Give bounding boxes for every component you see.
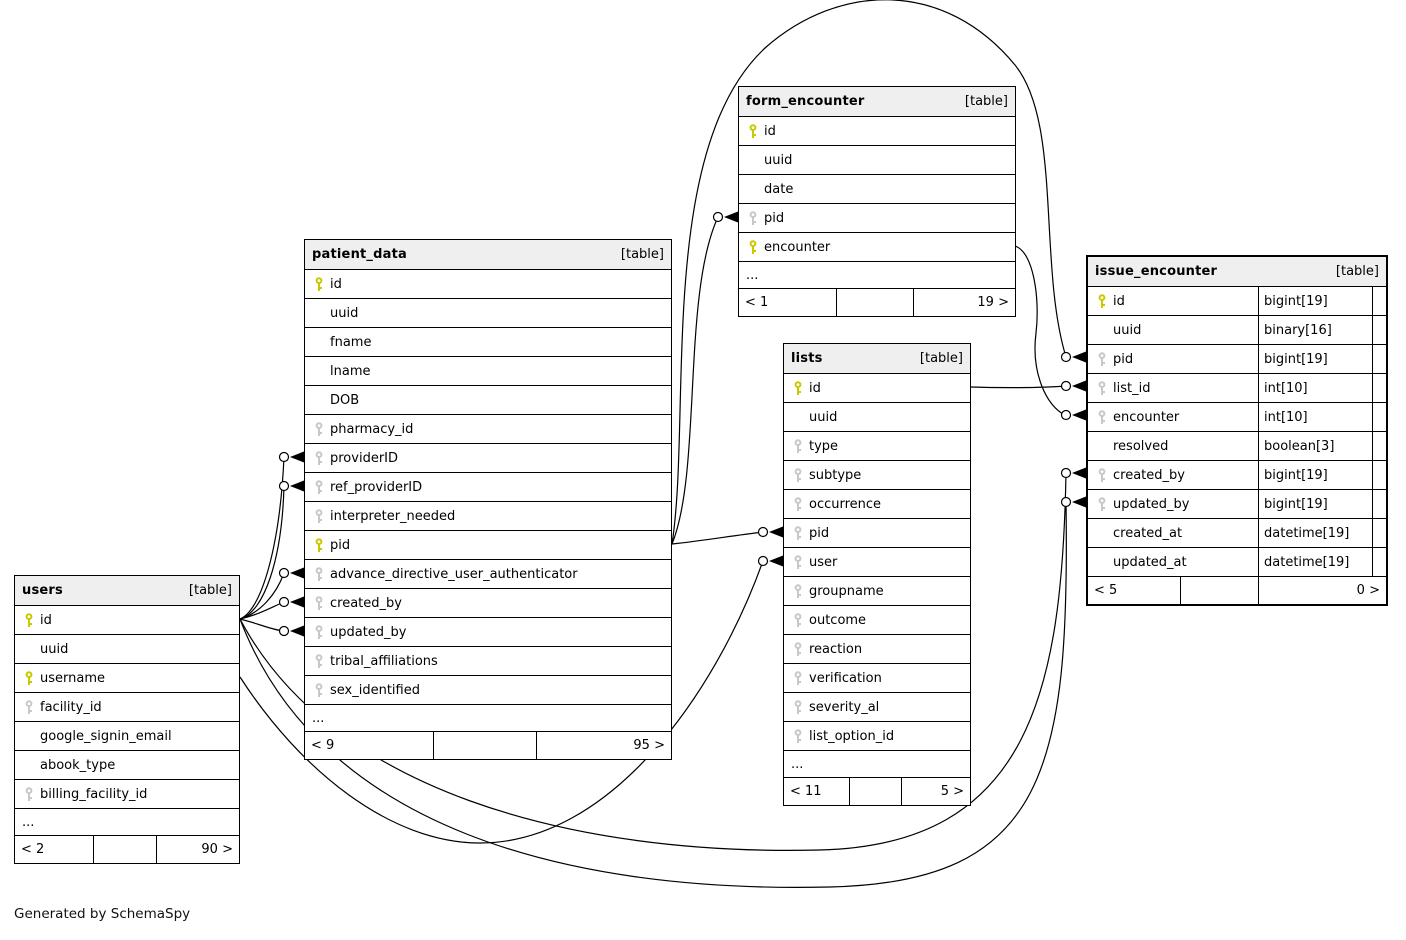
column-row	[305, 502, 671, 531]
column-row	[784, 461, 970, 490]
edge-arrowhead	[290, 481, 304, 492]
foreign-key-icon	[789, 584, 807, 599]
column-name: pharmacy_id	[330, 421, 414, 437]
table-form_encounter	[738, 86, 1016, 317]
foreign-key-icon	[20, 787, 38, 802]
more-columns-ellipsis: ...	[15, 809, 239, 836]
fk-edge-users.id-to-patient_data.providerID	[240, 457, 284, 619]
table-title[interactable]: issue_encounter	[1095, 264, 1218, 279]
column-name: id	[809, 380, 821, 396]
column-row	[1088, 490, 1386, 519]
footer-parents-count: 90 >	[156, 836, 239, 863]
edge-arrowhead	[769, 527, 783, 538]
column-row	[305, 676, 671, 705]
column-name: updated_by	[1113, 496, 1190, 512]
edge-arrowhead	[1072, 352, 1086, 363]
column-type: int[10]	[1258, 374, 1372, 402]
column-name: id	[330, 276, 342, 292]
column-row	[784, 577, 970, 606]
column-name: pid	[809, 525, 830, 541]
column-name: lname	[330, 363, 371, 379]
foreign-key-icon	[789, 642, 807, 657]
foreign-key-icon	[789, 613, 807, 628]
column-name: username	[40, 670, 105, 686]
table-header	[15, 576, 239, 606]
column-row	[305, 618, 671, 647]
table-type-tag: [table]	[964, 94, 1008, 109]
edge-circle-terminator	[759, 557, 768, 566]
edge-circle-terminator	[280, 627, 289, 636]
table-footer	[784, 778, 970, 805]
column-name: updated_at	[1113, 554, 1187, 570]
column-name: tribal_affiliations	[330, 653, 438, 669]
footer-children-count: < 11	[790, 784, 822, 799]
column-name: google_signin_email	[40, 728, 172, 744]
column-row	[739, 117, 1015, 146]
foreign-key-icon	[789, 439, 807, 454]
column-row	[305, 531, 671, 560]
foreign-key-icon	[789, 555, 807, 570]
edge-circle-terminator	[1062, 353, 1071, 362]
column-row	[1088, 403, 1386, 432]
column-row	[784, 519, 970, 548]
table-title[interactable]: form_encounter	[746, 94, 865, 109]
column-type: datetime[19]	[1258, 519, 1372, 547]
primary-key-icon	[744, 240, 762, 255]
more-columns-ellipsis: ...	[305, 705, 671, 732]
column-type: boolean[3]	[1258, 432, 1372, 460]
column-name: date	[764, 181, 794, 197]
column-row	[1088, 374, 1386, 403]
column-row	[739, 204, 1015, 233]
footer-children-count: < 9	[311, 738, 335, 753]
foreign-key-icon	[310, 509, 328, 524]
column-name: list_id	[1113, 380, 1151, 396]
column-row	[305, 473, 671, 502]
column-name: uuid	[40, 641, 69, 657]
row-spare-cell	[1372, 345, 1386, 373]
column-row	[15, 664, 239, 693]
primary-key-icon	[20, 671, 38, 686]
foreign-key-icon	[1093, 497, 1111, 512]
schemaspy-credit: Generated by SchemaSpy	[14, 906, 191, 922]
column-name: created_by	[330, 595, 402, 611]
foreign-key-icon	[789, 671, 807, 686]
row-spare-cell	[1372, 490, 1386, 518]
column-row	[1088, 316, 1386, 345]
footer-parents-count: 95 >	[536, 732, 671, 759]
table-title[interactable]: users	[22, 583, 63, 598]
foreign-key-icon	[1093, 381, 1111, 396]
column-name: list_option_id	[809, 728, 895, 744]
foreign-key-icon	[1093, 410, 1111, 425]
column-row	[305, 270, 671, 299]
primary-key-icon	[789, 381, 807, 396]
table-header	[784, 344, 970, 374]
edge-arrowhead	[769, 556, 783, 567]
footer-parents-count: 19 >	[913, 289, 1015, 316]
column-row	[15, 780, 239, 809]
column-name: severity_al	[809, 699, 880, 715]
foreign-key-icon	[20, 700, 38, 715]
primary-key-icon	[20, 613, 38, 628]
primary-key-icon	[310, 277, 328, 292]
edge-arrowhead	[724, 212, 738, 223]
more-columns-ellipsis: ...	[784, 751, 970, 778]
column-name: groupname	[809, 583, 884, 599]
foreign-key-icon	[310, 683, 328, 698]
footer-parents-count: 5 >	[901, 778, 970, 805]
table-lists	[783, 343, 971, 806]
column-name: user	[809, 554, 838, 570]
column-row	[784, 722, 970, 751]
column-row	[305, 299, 671, 328]
fk-edge-patient_data.pid-to-lists.pid	[672, 532, 763, 544]
foreign-key-icon	[310, 654, 328, 669]
column-row	[739, 146, 1015, 175]
column-name: facility_id	[40, 699, 102, 715]
column-row	[739, 233, 1015, 262]
table-header	[305, 240, 671, 270]
column-row	[305, 589, 671, 618]
column-name: encounter	[764, 239, 831, 255]
column-name: id	[764, 123, 776, 139]
column-row	[305, 647, 671, 676]
footer-children-count: < 1	[745, 295, 769, 310]
foreign-key-icon	[310, 422, 328, 437]
column-name: uuid	[1113, 322, 1142, 338]
footer-spacer	[836, 289, 913, 316]
edge-arrowhead	[1072, 468, 1086, 479]
column-type: binary[16]	[1258, 316, 1372, 344]
row-spare-cell	[1372, 548, 1386, 576]
column-type: bigint[19]	[1258, 287, 1372, 315]
edge-arrowhead	[1072, 497, 1086, 508]
edge-circle-terminator	[1062, 498, 1071, 507]
column-name: created_at	[1113, 525, 1183, 541]
column-row	[739, 175, 1015, 204]
column-row	[1088, 519, 1386, 548]
fk-edge-users.id-to-patient_data.updated_by	[240, 619, 284, 631]
column-name: uuid	[809, 409, 838, 425]
edge-arrowhead	[290, 626, 304, 637]
column-name: id	[40, 612, 52, 628]
column-name: providerID	[330, 450, 399, 466]
footer-spacer	[849, 778, 901, 805]
column-name: outcome	[809, 612, 867, 628]
edge-circle-terminator	[280, 569, 289, 578]
fk-edge-form_encounter.encounter-to-issue_encounter.encounter	[1015, 246, 1065, 415]
column-row	[784, 490, 970, 519]
column-row	[305, 444, 671, 473]
column-name: pid	[330, 537, 351, 553]
more-columns-ellipsis: ...	[739, 262, 1015, 289]
column-row	[15, 606, 239, 635]
foreign-key-icon	[310, 567, 328, 582]
column-name: interpreter_needed	[330, 508, 456, 524]
table-footer	[1088, 577, 1386, 604]
column-row	[784, 664, 970, 693]
foreign-key-icon	[789, 700, 807, 715]
table-title[interactable]: patient_data	[312, 247, 407, 262]
fk-edge-patient_data.pid-to-form_encounter.pid	[672, 217, 718, 544]
edge-arrowhead	[1072, 381, 1086, 392]
footer-children-count: < 2	[21, 842, 45, 857]
column-name: id	[1113, 293, 1125, 309]
column-row	[305, 357, 671, 386]
column-name: uuid	[764, 152, 793, 168]
table-type-tag: [table]	[919, 351, 963, 366]
primary-key-icon	[744, 124, 762, 139]
table-header	[1088, 257, 1386, 287]
edge-arrowhead	[290, 568, 304, 579]
column-row	[305, 415, 671, 444]
primary-key-icon	[1093, 294, 1111, 309]
table-footer	[15, 836, 239, 863]
column-name: created_by	[1113, 467, 1185, 483]
edge-circle-terminator	[714, 213, 723, 222]
foreign-key-icon	[744, 211, 762, 226]
column-row	[1088, 287, 1386, 316]
foreign-key-icon	[789, 729, 807, 744]
table-issue_encounter	[1086, 255, 1388, 606]
footer-children-count: < 5	[1094, 583, 1118, 598]
column-row	[784, 548, 970, 577]
column-name: uuid	[330, 305, 359, 321]
column-row	[305, 328, 671, 357]
column-name: DOB	[330, 392, 360, 408]
row-spare-cell	[1372, 403, 1386, 431]
column-name: updated_by	[330, 624, 407, 640]
table-type-tag: [table]	[620, 247, 664, 262]
column-row	[1088, 345, 1386, 374]
table-footer	[305, 732, 671, 759]
edge-arrowhead	[290, 452, 304, 463]
edge-circle-terminator	[1062, 411, 1071, 420]
foreign-key-icon	[789, 526, 807, 541]
column-name: fname	[330, 334, 372, 350]
column-name: pid	[1113, 351, 1134, 367]
foreign-key-icon	[310, 596, 328, 611]
column-name: subtype	[809, 467, 862, 483]
column-name: encounter	[1113, 409, 1180, 425]
row-spare-cell	[1372, 519, 1386, 547]
foreign-key-icon	[310, 625, 328, 640]
fk-edge-users.id-to-patient_data.ref_providerID	[240, 486, 284, 619]
row-spare-cell	[1372, 316, 1386, 344]
foreign-key-icon	[789, 468, 807, 483]
column-type: datetime[19]	[1258, 548, 1372, 576]
column-row	[15, 693, 239, 722]
column-row	[784, 403, 970, 432]
table-type-tag: [table]	[188, 583, 232, 598]
column-row	[15, 722, 239, 751]
row-spare-cell	[1372, 287, 1386, 315]
edge-circle-terminator	[1062, 382, 1071, 391]
column-row	[784, 635, 970, 664]
row-spare-cell	[1372, 461, 1386, 489]
column-row	[1088, 432, 1386, 461]
column-name: sex_identified	[330, 682, 420, 698]
table-title[interactable]: lists	[791, 351, 823, 366]
primary-key-icon	[310, 538, 328, 553]
edge-arrowhead	[1072, 410, 1086, 421]
column-type: bigint[19]	[1258, 345, 1372, 373]
table-patient_data	[304, 239, 672, 760]
foreign-key-icon	[310, 451, 328, 466]
table-header	[739, 87, 1015, 117]
column-name: occurrence	[809, 496, 882, 512]
edge-circle-terminator	[280, 453, 289, 462]
row-spare-cell	[1372, 374, 1386, 402]
column-row	[784, 432, 970, 461]
column-row	[1088, 461, 1386, 490]
foreign-key-icon	[310, 480, 328, 495]
column-name: ref_providerID	[330, 479, 423, 495]
footer-parents-count: 0 >	[1258, 577, 1386, 604]
column-row	[305, 560, 671, 589]
column-name: resolved	[1113, 438, 1169, 454]
column-row	[784, 374, 970, 403]
column-row	[305, 386, 671, 415]
column-name: type	[809, 438, 839, 454]
edge-arrowhead	[290, 597, 304, 608]
table-type-tag: [table]	[1335, 264, 1379, 279]
row-spare-cell	[1372, 432, 1386, 460]
table-footer	[739, 289, 1015, 316]
table-users	[14, 575, 240, 864]
fk-edge-lists.id-to-issue_encounter.list_id	[971, 386, 1066, 388]
column-name: pid	[764, 210, 785, 226]
column-name: billing_facility_id	[40, 786, 148, 802]
column-row	[784, 606, 970, 635]
column-name: reaction	[809, 641, 863, 657]
foreign-key-icon	[789, 497, 807, 512]
column-row	[15, 635, 239, 664]
column-type: bigint[19]	[1258, 490, 1372, 518]
footer-spacer	[93, 836, 156, 863]
footer-spacer	[433, 732, 535, 759]
foreign-key-icon	[1093, 468, 1111, 483]
column-name: abook_type	[40, 757, 116, 773]
edge-circle-terminator	[280, 598, 289, 607]
foreign-key-icon	[1093, 352, 1111, 367]
column-name: advance_directive_user_authenticator	[330, 566, 578, 582]
edge-circle-terminator	[1062, 469, 1071, 478]
column-type: int[10]	[1258, 403, 1372, 431]
edge-circle-terminator	[759, 528, 768, 537]
column-type: bigint[19]	[1258, 461, 1372, 489]
column-row	[1088, 548, 1386, 577]
edge-circle-terminator	[280, 482, 289, 491]
column-name: verification	[809, 670, 882, 686]
column-row	[15, 751, 239, 780]
footer-spacer	[1180, 577, 1257, 604]
column-row	[784, 693, 970, 722]
